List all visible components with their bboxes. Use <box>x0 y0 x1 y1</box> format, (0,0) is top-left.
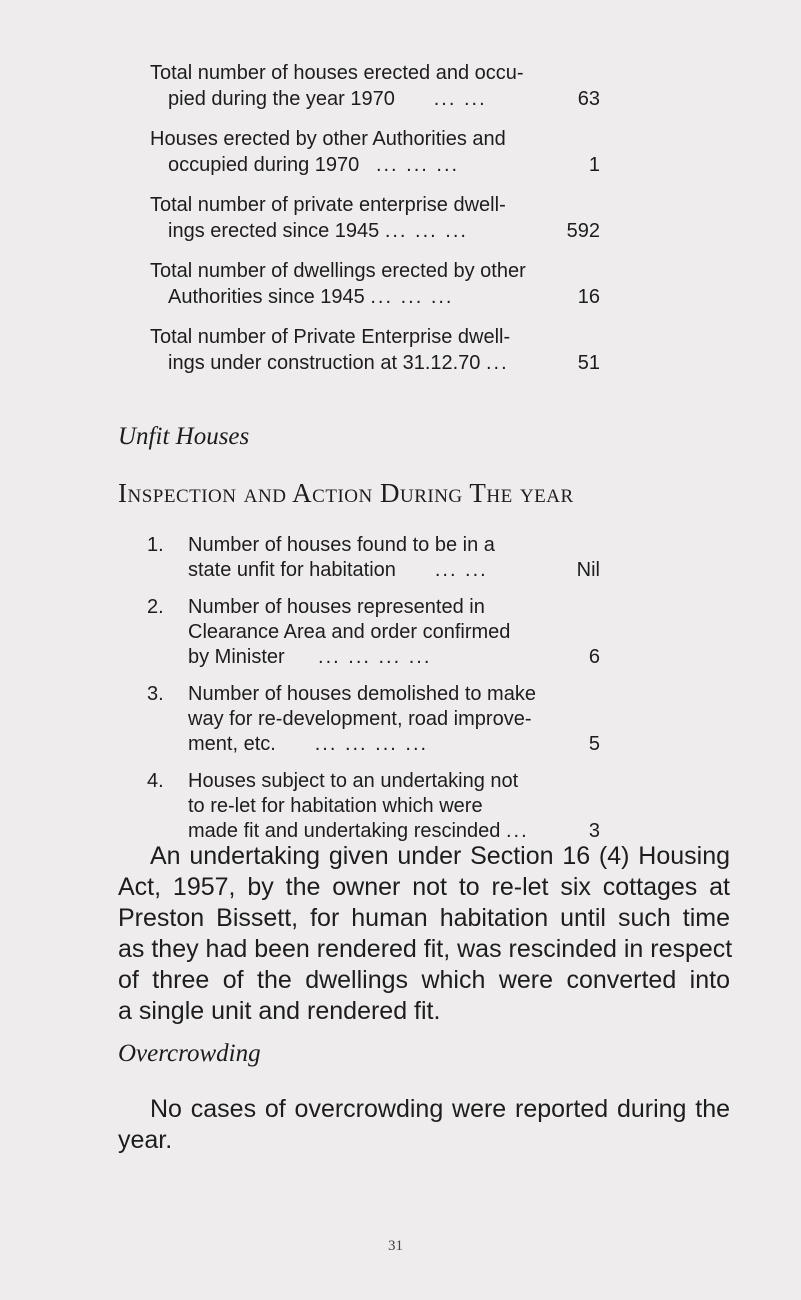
leader-dots: ... ... ... <box>375 154 460 176</box>
summary-item-value: 16 <box>577 286 600 308</box>
paragraph-line: Preston Bissett, for human habitation until such time <box>118 904 730 932</box>
list-item-number: 4. <box>147 770 164 792</box>
list-item-text: Number of houses demolished to make <box>188 683 536 705</box>
list-item-text: Number of houses found to be in a <box>188 534 495 556</box>
list-item-value: 6 <box>588 646 600 668</box>
leader-dots: ... <box>505 820 529 842</box>
summary-item-text: ings under construction at 31.12.70 <box>168 352 481 374</box>
list-item <box>147 533 600 583</box>
summary-item-private-under-construction <box>150 324 600 376</box>
housing-summary-list <box>150 60 600 390</box>
summary-item-value: 1 <box>588 154 600 176</box>
list-item-text: Number of houses represented in <box>188 596 485 618</box>
list-item <box>147 595 600 670</box>
paragraph-line: year. <box>118 1126 173 1154</box>
list-item-text: state unfit for habitation <box>188 559 396 581</box>
list-item-text: Houses subject to an undertaking not <box>188 770 519 792</box>
summary-item-text: Total number of houses erected and occu- <box>150 62 524 84</box>
unfit-houses-list <box>147 533 600 856</box>
summary-item-other-authorities-1970 <box>150 126 600 178</box>
summary-item-text: pied during the year 1970 <box>168 88 395 110</box>
list-item-value: Nil <box>576 559 600 581</box>
page-number: 31 <box>388 1238 403 1254</box>
list-item-number: 1. <box>147 534 164 556</box>
list-item-text: way for re-development, road improve- <box>188 708 532 730</box>
summary-item-value: 63 <box>577 88 600 110</box>
list-item-value: 3 <box>588 820 600 842</box>
leader-dots: ... ... ... <box>370 286 454 308</box>
section-heading-overcrowding: Overcrowding <box>118 1040 261 1067</box>
list-item-value: 5 <box>588 733 600 755</box>
paragraph-line: No cases of overcrowding were reported during the <box>150 1095 730 1123</box>
list-item-text: Clearance Area and order confirmed <box>188 621 511 643</box>
summary-item-value: 592 <box>566 220 600 242</box>
overcrowding-paragraph <box>118 1094 730 1156</box>
summary-item-private-since-1945 <box>150 192 600 244</box>
paragraph-line: as they had been rendered fit, was rescinded in respect <box>118 935 733 963</box>
leader-dots: ... <box>486 352 509 374</box>
list-item-number: 2. <box>147 596 164 618</box>
summary-item-other-authorities-since-1945 <box>150 258 600 310</box>
list-item <box>147 769 600 844</box>
list-item-text: to re-let for habitation which were <box>188 795 483 817</box>
list-item <box>147 682 600 757</box>
leader-dots: ... ... <box>433 88 487 110</box>
paragraph-line: Act, 1957, by the owner not to re-let six cottages at <box>118 873 730 901</box>
summary-item-text: ings erected since 1945 <box>168 220 380 242</box>
list-item-number: 3. <box>147 683 164 705</box>
summary-item-text: occupied during 1970 <box>168 154 360 176</box>
undertaking-paragraph <box>118 841 733 1027</box>
leader-dots: ... ... ... <box>384 220 468 242</box>
section-subheading-inspection: Inspection and Action During The year <box>118 478 574 508</box>
summary-item-text: Authorities since 1945 <box>168 286 365 308</box>
summary-item-erected-1970 <box>150 60 600 112</box>
paragraph-line: An undertaking given under Section 16 (4) Housing <box>150 842 730 870</box>
leader-dots: ... ... ... ... <box>314 733 429 755</box>
summary-item-text: Total number of Private Enterprise dwell- <box>150 326 511 348</box>
summary-item-value: 51 <box>577 352 600 374</box>
summary-item-text: Houses erected by other Authorities and <box>150 128 506 150</box>
leader-dots: ... ... ... ... <box>318 646 432 668</box>
paragraph-line: of three of the dwellings which were converted into <box>118 966 730 994</box>
summary-item-text: Total number of dwellings erected by other <box>150 260 526 282</box>
list-item-text: made fit and undertaking rescinded <box>188 820 501 842</box>
list-item-text: by Minister <box>188 646 285 668</box>
leader-dots: ... ... <box>434 559 488 581</box>
section-heading-unfit-houses: Unfit Houses <box>118 423 250 450</box>
summary-item-text: Total number of private enterprise dwell- <box>150 194 506 216</box>
list-item-text: ment, etc. <box>188 733 276 755</box>
paragraph-line: a single unit and rendered fit. <box>118 997 441 1025</box>
